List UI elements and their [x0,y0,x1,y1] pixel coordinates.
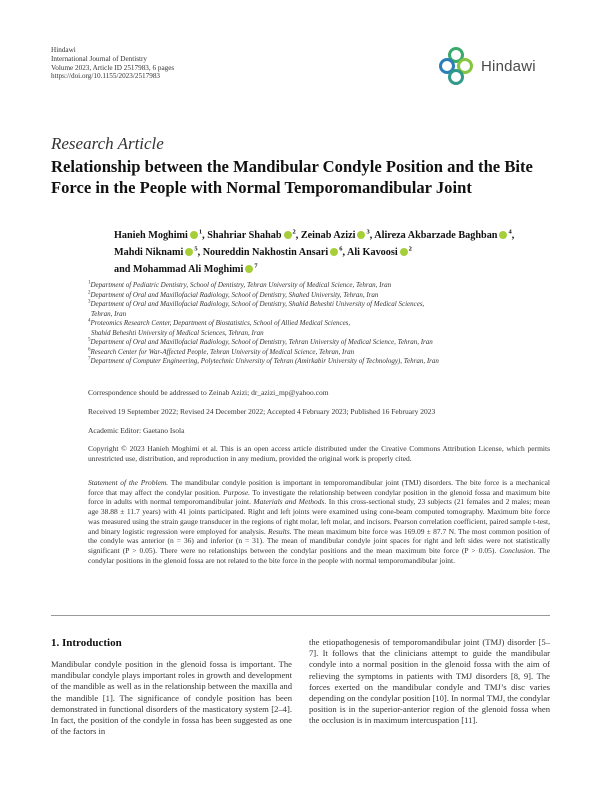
logo-text: Hindawi [481,57,536,75]
hindawi-logo [436,46,536,86]
author[interactable]: Hanieh Moghimi $^1$, [114,228,208,241]
author[interactable]: and Mohammad Ali Moghimi $^7$ [114,262,258,275]
orcid-icon[interactable] [400,248,408,256]
academic-editor: Academic Editor: Gaetano Isola [88,426,185,435]
author[interactable]: Mahdi Niknami $^5$, [114,245,203,258]
author-list [114,227,564,278]
affiliation: $^6$Research Center for War-Affected People, Tehran University of Medical Science, Tehran, Iran [88,347,355,356]
abstract-heading-results: Results. [267,526,292,536]
correspondence: Correspondence should be addressed to Zeinab Azizi; dr_azizi_mp@yahoo.com [88,388,329,397]
orcid-icon[interactable] [245,265,253,273]
body-paragraph: Mandibular condyle position in the glenoid fossa is important. The mandibular condyle plays important roles in growth and development of the mandible as well as in the relationship between the maxilla and the mandible [1]. The significance of condyle position has been demonstrated in functional disorders of the masticatory system [2–4]. In fact, the position of the condyle in fossa has been suggested as one of the factors in [51,659,292,737]
orcid-icon[interactable] [357,231,365,239]
author[interactable]: Ali Kavoosi $^2$ [346,245,412,258]
orcid-icon[interactable] [499,231,507,239]
affiliation-list [88,281,558,367]
abstract-heading-conclusion: Conclusion. [499,545,536,555]
copyright-notice: Copyright © 2023 Hanieh Moghimi et al. This is an open access article distributed under the Creative Commons Attribution License, which permits unrestricted use, distribution, and reproduction in any medium, provided the original work is properly cited. [88,444,550,463]
author[interactable]: Alireza Akbarzade Baghban $^4$, [374,228,515,241]
publisher-name: Hindawi [51,46,76,54]
section-divider [51,615,550,616]
hindawi-logo-icon [436,46,476,86]
body-paragraph: the etiopathogenesis of temporomandibular joint (TMJ) disorder [5–7]. It follows that the clinicians attempt to guide the mandibular condyle into a normal position in the glenoid fossa with the aim of relieving the symptoms in patients with TMJ disorders [8, 9]. The forces exerted on the mandibular condyle and TMJ’s disc varies depending on the condylar position [10]. In normal TMJ, the condylar position is in the superior-anterior region of the glenoid fossa when the occlusion is in maximum intercuspation [11]. [309,637,550,726]
affiliation: $^5$Department of Oral and Maxillofacial Radiology, School of Dentistry, Tehran University of Medical Science, Tehran, Iran [88,337,433,346]
affiliation: $^3$Department of Oral and Maxillofacial Radiology, School of Dentistry, Shahid Beheshti University of Medical Sciences, Tehran, Iran [88,299,425,318]
abstract: Statement of the Problem. The mandibular condyle position is important in temporomandibular joint (TMJ) disorders. The bite force is a mechanical force that may affect the condylar position. Purpose. To investigate the relationship between condylar position in the glenoid fossa and maximum bite force in adults with normal temporomandibular joint. Materials and Methods. In this cross-sectional study, 23 subjects (21 females and 2 males; mean age 38.88 ± 11.7 years) with 41 joints participated. Right and left joints were examined using cone-beam computed tomography. Maximum bite force was measured using the strain gauge transducer in the regions of right molar, left molar, and incisors. Pearson correlation coefficient, paired sample t-test, and binary logistic regression were employed for analysis. Results. The mean maximum bite force was 169.09 ± 87.7 N. The most common position of the condyle was anterior (n = 36) and inferior (n = 31). The mean of mandibular condyle joint spaces for right and left sides were not statistically significant (P > 0.05). There were no relationships between the condylar positions and the mean maximum bite force (P > 0.05). Conclusion. The condylar positions in the glenoid fossa are not related to the bite force in the people with normal temporomandibular joint. [88,478,550,565]
journal-meta [51,46,174,81]
article-title: Relationship between the Mandibular Condyle Position and the Bite Force in the People with Normal Temporomandibular Joint [51,157,533,197]
orcid-icon[interactable] [284,231,292,239]
orcid-icon[interactable] [330,248,338,256]
author[interactable]: Shahriar Shahab $^2$, [207,228,301,241]
abstract-heading-purpose: Purpose. [223,487,251,497]
article-type: Research Article [51,134,164,153]
publication-dates: Received 19 September 2022; Revised 24 December 2022; Accepted 4 February 2023; Published 16 February 2023 [88,407,436,416]
section-heading: 1. Introduction [51,637,122,649]
orcid-icon[interactable] [185,248,193,256]
author[interactable]: Noureddin Nakhostin Ansari $^6$, [202,245,347,258]
affiliation: $^7$Department of Computer Engineering, Polytechnic University of Tehran (Amirkabir University of Technology), Tehran, Iran [88,356,439,365]
affiliation: $^1$Department of Pediatric Dentistry, School of Dentistry, Tehran University of Medical Science, Tehran, Iran [88,280,392,289]
body-column-left [51,637,292,737]
author[interactable]: Zeinab Azizi $^3$, [300,228,375,241]
orcid-icon[interactable] [190,231,198,239]
abstract-heading-methods: Materials and Methods. [253,497,327,507]
abstract-heading-statement: Statement of the Problem. [88,478,169,487]
affiliation: $^4$Proteomics Research Center, Department of Biostatistics, School of Allied Medical Sciences, Shahid Beheshti University of Medical Sciences, Tehran, Iran [88,318,351,337]
body-column-right [309,637,550,727]
volume-line: Volume 2023, Article ID 2517983, 6 pages [51,63,175,72]
journal-name: International Journal of Dentistry [51,54,148,63]
affiliation: $^2$Department of Oral and Maxillofacial Radiology, School of Dentistry, Shahed University, Tehran, Iran [88,290,379,299]
doi-link[interactable]: https://doi.org/10.1155/2023/2517983 [51,72,161,81]
